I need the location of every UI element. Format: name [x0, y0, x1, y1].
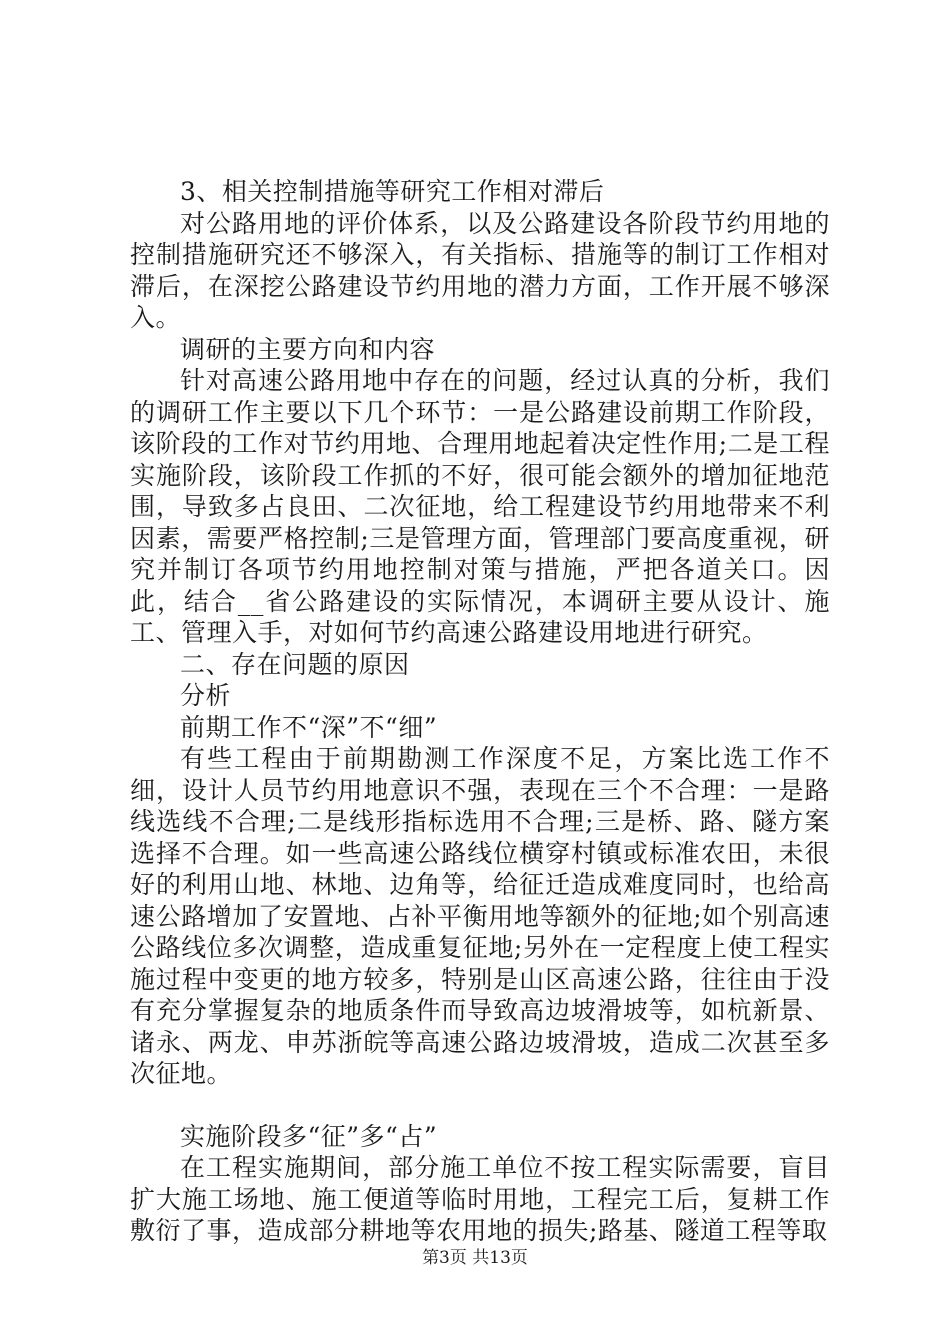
section-heading: 调研的主要方向和内容 [180, 334, 436, 364]
document-body [130, 176, 830, 1247]
section-heading: 前期工作不“深”不“细” [180, 712, 438, 742]
paragraph: 对公路用地的评价体系，以及公路建设各阶段节约用地的控制措施研究还不够深入，有关指标、措施等的制订工作相对滞后，在深挖公路建设节约用地的潜力方面，工作开展不够深入。 [130, 208, 830, 332]
paragraph: 在工程实施期间，部分施工单位不按工程实际需要，盲目扩大施工场地、施工便道等临时用地，工程完工后，复耕工作敷衍了事，造成部分耕地等农用地的损失;路基、隧道工程等取 [130, 1153, 830, 1245]
section-heading: 实施阶段多“征”多“占” [180, 1121, 438, 1151]
section-heading: 二、存在问题的原因 [180, 649, 410, 679]
paragraph: 针对高速公路用地中存在的问题，经过认真的分析，我们的调研工作主要以下几个环节：一是公路建设前期工作阶段，该阶段的工作对节约用地、合理用地起着决定性作用;二是工程实施阶段，该阶段工作抓的不好，很可能会额外的增加征地范围，导致多占良田、二次征地，给工程建设节约用地带来不利因素，需要严格控制;三是管理方面，管理部门要高度重视，研究并制订各项节约用地控制对策与措施，严把各道关口。因此，结合__省公路建设的实际情况，本调研主要从设计、施工、管理入手，对如何节约高速公路建设用地进行研究。 [130, 366, 830, 647]
page-number-footer: 第3页 共13页 [422, 1248, 528, 1268]
section-heading: 分析 [180, 681, 232, 710]
section-heading: 3、相关控制措施等研究工作相对滞后 [180, 177, 605, 206]
paragraph: 有些工程由于前期勘测工作深度不足，方案比选工作不细，设计人员节约用地意识不强，表现在三个不合理：一是路线选线不合理;二是线形指标选用不合理;三是桥、路、隧方案选择不合理。如一些高速公路线位横穿村镇或标准农田，未很好的利用山地、林地、边角等，给征迁造成难度同时，也给高速公路增加了安置地、占补平衡用地等额外的征地;如个别高速公路线位多次调整，造成重复征地;另外在一定程度上使工程实施过程中变更的地方较多，特别是山区高速公路，往往由于没有充分掌握复杂的地质条件而导致高边坡滑坡等，如杭新景、诸永、两龙、申苏浙皖等高速公路边坡滑坡，造成二次甚至多次征地。 [130, 744, 830, 1088]
